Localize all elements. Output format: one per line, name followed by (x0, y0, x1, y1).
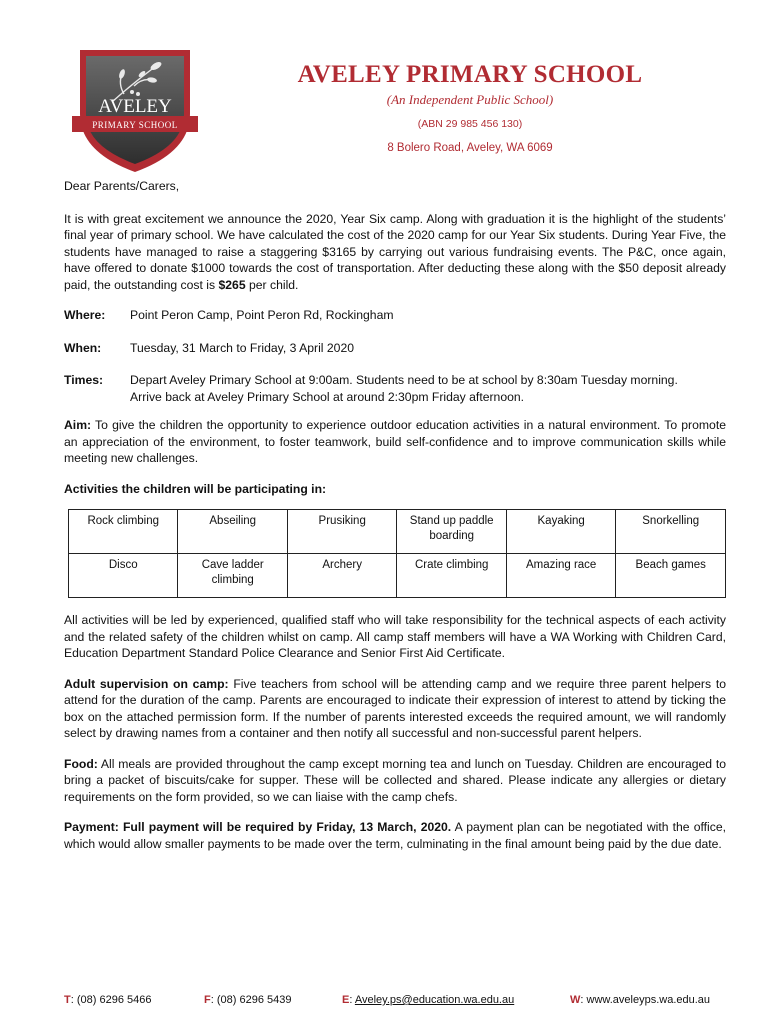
activity-cell: Disco (69, 554, 178, 598)
activity-cell: Archery (287, 554, 396, 598)
school-subtitle: (An Independent Public School) (386, 92, 554, 107)
footer-website[interactable]: W: www.aveleyps.wa.edu.au (570, 994, 711, 1006)
email-link[interactable]: Aveley.ps@education.wa.edu.au (354, 994, 515, 1006)
activity-cell: Rock climbing (69, 510, 178, 554)
crest-subtitle: PRIMARY SCHOOL (92, 120, 178, 130)
times-return: Arrive back at Aveley Primary School at around 2:30pm Friday afternoon. (130, 389, 525, 404)
times-row (64, 372, 726, 405)
activity-cell: Stand up paddle boarding (397, 510, 506, 554)
where-label: Where: (64, 308, 106, 322)
contact-footer (64, 992, 726, 1010)
times-depart: Depart Aveley Primary School at 9:00am. Students need to be at school by 8:30am Tuesday morning. (130, 373, 678, 387)
school-address: 8 Bolero Road, Aveley, WA 6069 (387, 142, 553, 154)
footer-email[interactable]: E: Aveley.ps@education.wa.edu.au (342, 994, 515, 1006)
supervision-label: Adult supervision on camp: (64, 676, 229, 691)
footer-phone: T: (08) 6296 5466 (64, 994, 152, 1006)
activity-cell: Prusiking (287, 510, 396, 554)
aim-paragraph: Aim: To give the children the opportunity to experience outdoor education activities in a natural environment. To promote an appreciation of the environment, to foster teamwork, build self-confidence and to improve communication skills while meeting new challenges. (64, 418, 726, 465)
where-value: Point Peron Camp, Point Peron Rd, Rockingham (130, 308, 394, 322)
activities-heading: Activities the children will be participating in: (64, 481, 327, 496)
aim-label: Aim: (64, 418, 92, 432)
activity-cell: Kayaking (506, 510, 615, 554)
times-label: Times: (64, 373, 104, 387)
school-abn: (ABN 29 985 456 130) (417, 118, 523, 130)
when-value: Tuesday, 31 March to Friday, 3 April 2020 (130, 340, 354, 355)
intro-paragraph: It is with great excitement we announce the 2020, Year Six camp. Along with graduation it is the highlight of the students’ final year of primary school. We have calculated the cost of the 2020 camp for our Year Six students. During Year Five, the students have managed to raise a staggering $3165 by carrying out various fundraising events. The P&C, once again, have offered to donate $1000 towards the cost of transportation. After deducting these along with the $50 deposit already paid, the outstanding cost is $265 per child. (64, 211, 726, 292)
payment-paragraph: Payment: Full payment will be required by Friday, 13 March, 2020. A payment plan can be negotiated with the office, which would allow smaller payments to be made over the term, culminating in the final amount being paid by the due date. (64, 820, 726, 851)
activity-cell: Snorkelling (616, 510, 726, 554)
salutation: Dear Parents/Carers, (64, 179, 180, 193)
staff-paragraph: All activities will be led by experienced, qualified staff who will take responsibility for the technical aspects of each activity and the related safety of the children whilst on camp. All camp staff members will have a WA Working with Children Card, Education Department Standard Police Clearance and Senior First Aid Certificate. (64, 613, 726, 660)
letterhead (0, 0, 770, 170)
school-crest-logo (72, 44, 198, 176)
payment-label: Payment: Full payment will be required by Friday, 13 March, 2020. (64, 820, 452, 834)
when-row (64, 340, 726, 357)
letter-body (64, 178, 726, 866)
school-name: AVELEY PRIMARY SCHOOL (297, 61, 643, 88)
activity-cell: Cave ladder climbing (178, 554, 287, 598)
activity-cell: Beach games (616, 554, 726, 598)
when-label: When: (64, 340, 102, 355)
times-value (130, 372, 726, 405)
supervision-paragraph: Adult supervision on camp: Five teachers from school will be attending camp and we require three parent helpers to attend for the duration of the camp. Parents are encouraged to indicate their expression of interest to attend by ticking the box on the attached permission form. If the number of parents interested exceeds the required amount, we will randomly select by drawing names from a container and then notify all successful and non-successful parent helpers. (64, 676, 726, 740)
activities-row (69, 510, 726, 554)
where-row (64, 307, 726, 324)
food-label: Food: (64, 756, 98, 771)
activities-table (68, 509, 726, 598)
footer-fax: F: (08) 6296 5439 (204, 994, 292, 1006)
activity-cell: Crate climbing (397, 554, 506, 598)
activities-row (69, 554, 726, 598)
activity-cell: Amazing race (506, 554, 615, 598)
activity-cell: Abseiling (178, 510, 287, 554)
crest-name: AVELEY (98, 96, 172, 117)
cost-amount: $265 (218, 277, 246, 292)
food-paragraph: Food: All meals are provided throughout the camp except morning tea and lunch on Tuesday. Children are encouraged to bring a packet of biscuits/cake for supper. These will be collected and shared. Please indicate any allergies or dietary requirements on the form provided, so we can liaise with the camp chefs. (64, 756, 726, 804)
